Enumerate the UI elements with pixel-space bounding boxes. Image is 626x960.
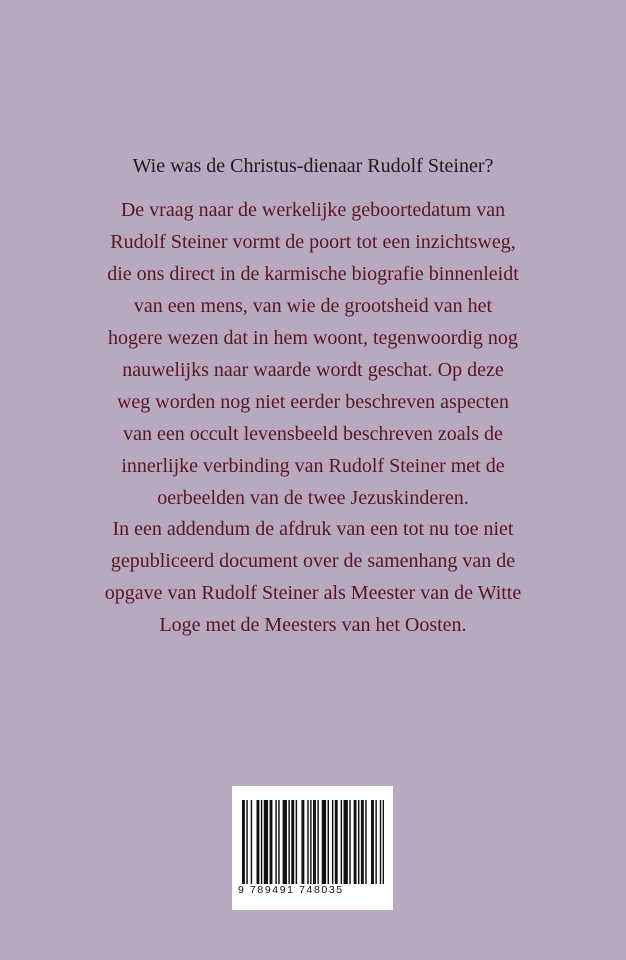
barcode-bar — [344, 800, 348, 884]
barcode-bar — [278, 800, 279, 884]
blurb-line: De vraag naar de werkelijke geboortedatum van — [120, 199, 506, 221]
barcode-bar — [341, 800, 342, 884]
barcode-bar — [301, 800, 304, 884]
blurb-line: gepubliceerd document over de samenhang van de — [110, 550, 516, 572]
cover-heading: Wie was de Christus-dienaar Rudolf Steiner? — [132, 155, 494, 177]
blurb-line: van een mens, van wie de grootsheid van het — [133, 295, 493, 317]
barcode-bar — [283, 800, 287, 884]
barcode-bar — [251, 800, 252, 884]
blurb-line: innerlijke verbinding van Rudolf Steiner met de — [121, 455, 505, 477]
barcode-bar — [380, 800, 381, 884]
barcode-bar — [307, 800, 308, 884]
barcode-bar — [358, 800, 359, 884]
barcode-bar — [261, 800, 262, 884]
barcode-bar — [270, 800, 273, 884]
blurb-line: die ons direct in de karmische biografie binnenleidt — [107, 263, 519, 285]
isbn-barcode — [232, 786, 393, 910]
barcode-bar — [375, 800, 376, 884]
blurb-line: hogere wezen dat in hem woont, tegenwoordig nog — [108, 327, 518, 349]
barcode-bar — [349, 800, 350, 884]
blurb-line: nauwelijks naar waarde wordt geschat. Op deze — [122, 359, 504, 381]
barcode-bar — [288, 800, 289, 884]
barcode-bar — [257, 800, 260, 884]
blurb-line: Loge met de Meesters van het Oosten. — [159, 614, 467, 636]
blurb-line: oerbeelden van de twee Jezuskinderen. — [157, 487, 469, 509]
blurb-paragraph-1 — [100, 194, 526, 514]
barcode-bar — [246, 800, 247, 884]
barcode-bars-icon — [242, 800, 384, 884]
barcode-bar — [365, 800, 366, 884]
isbn-digits: 9 789491 748035 — [238, 884, 344, 896]
barcode-bar — [361, 800, 364, 884]
barcode-bar — [335, 800, 338, 884]
barcode-bar — [371, 800, 374, 884]
barcode-bar — [296, 800, 297, 884]
barcode-bar — [264, 800, 268, 884]
blurb-line: opgave van Rudolf Steiner als Meester van de Witte — [104, 582, 522, 604]
barcode-bar — [317, 800, 318, 884]
barcode-bar — [291, 800, 294, 884]
barcode-bar — [242, 800, 245, 884]
barcode-bar — [275, 800, 276, 884]
blurb-line: van een occult levensbeeld beschreven zoals de — [123, 423, 503, 445]
barcode-bar — [383, 800, 384, 884]
blurb-line: In een addendum de afdruk van een tot nu toe niet — [112, 518, 514, 540]
blurb-line: weg worden nog niet eerder beschreven aspecten — [116, 391, 510, 413]
blurb-line: Rudolf Steiner vormt de poort tot een inzichtsweg, — [110, 231, 516, 253]
barcode-bar — [328, 800, 329, 884]
barcode-bar — [310, 800, 311, 884]
barcode-bar — [313, 800, 316, 884]
barcode-bar — [322, 800, 326, 884]
blurb-paragraph-2 — [100, 513, 526, 641]
barcode-bar — [332, 800, 333, 884]
barcode-bar — [354, 800, 357, 884]
